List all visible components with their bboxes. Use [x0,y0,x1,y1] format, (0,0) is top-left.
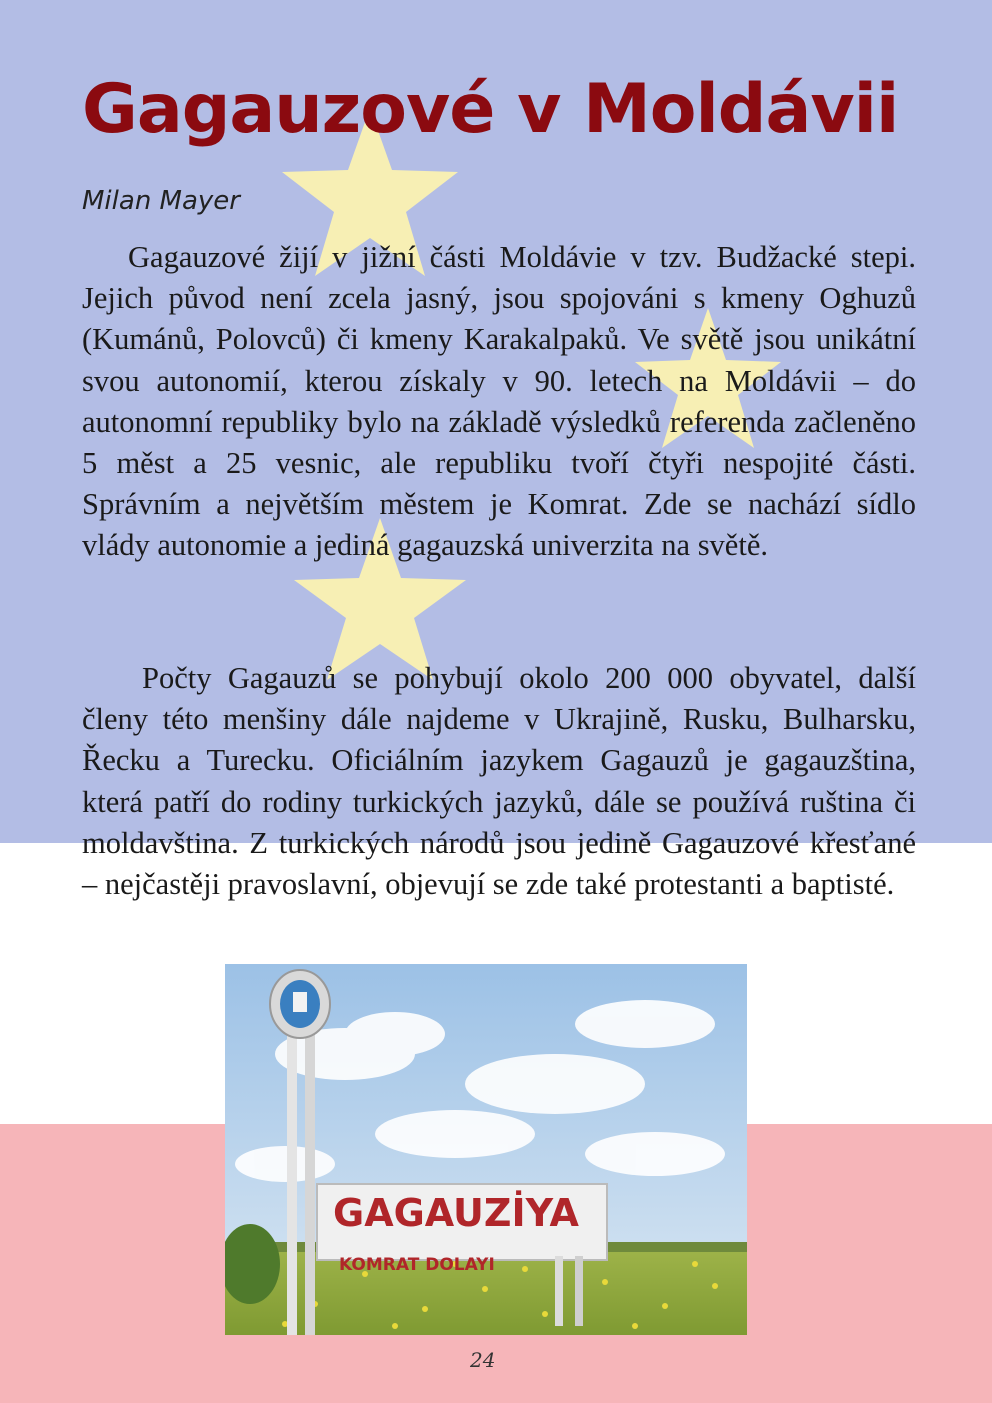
page-number: 24 [470,1348,496,1372]
article-paragraph: Počty Gagauzů se pohybují okolo 200 000 obyvatel, další členy této menšiny dále najdeme v Ukrajině, Rusku, Bulharsku, Řecku a Turecku. Oficiálním jazykem Gagauzů je gagauzština, která patří do rodiny turkických jazyků, dále se používá ruština či moldavština. Z turkických národů jsou jedině Gagauzové křesťané – nejčastěji pravoslavní, objevují se zde také protestanti a baptisté. [82,661,916,902]
sign-sub-text: KOMRAT DOLAYI [339,1255,495,1275]
page-title: Gagauzové v Moldávii [82,70,899,149]
sign-main-text: GAGAUZİYA [333,1191,579,1235]
gagauzia-sign-photo [225,964,747,1335]
article-paragraph: Gagauzové žijí v jižní části Moldávie v tzv. Budžacké stepi. Jejich původ není zcela jasný, jsou spojováni s kmeny Oghuzů (Kumánů, Polovců) či kmeny Karakalpaků. Ve světě jsou unikátní svou autonomií, kterou získaly v 90. letech na Moldávii – do autonomní republiky bylo na základě výsledků referenda začleněno 5 měst a 25 vesnic, ale republiku tvoří čtyři nespojité části. Správním a největším městem je Komrat. Zde se nachází sídlo vlády autonomie a jediná gagauzská univerzita na světě. [82,240,916,563]
author-name: Milan Mayer [82,186,240,216]
